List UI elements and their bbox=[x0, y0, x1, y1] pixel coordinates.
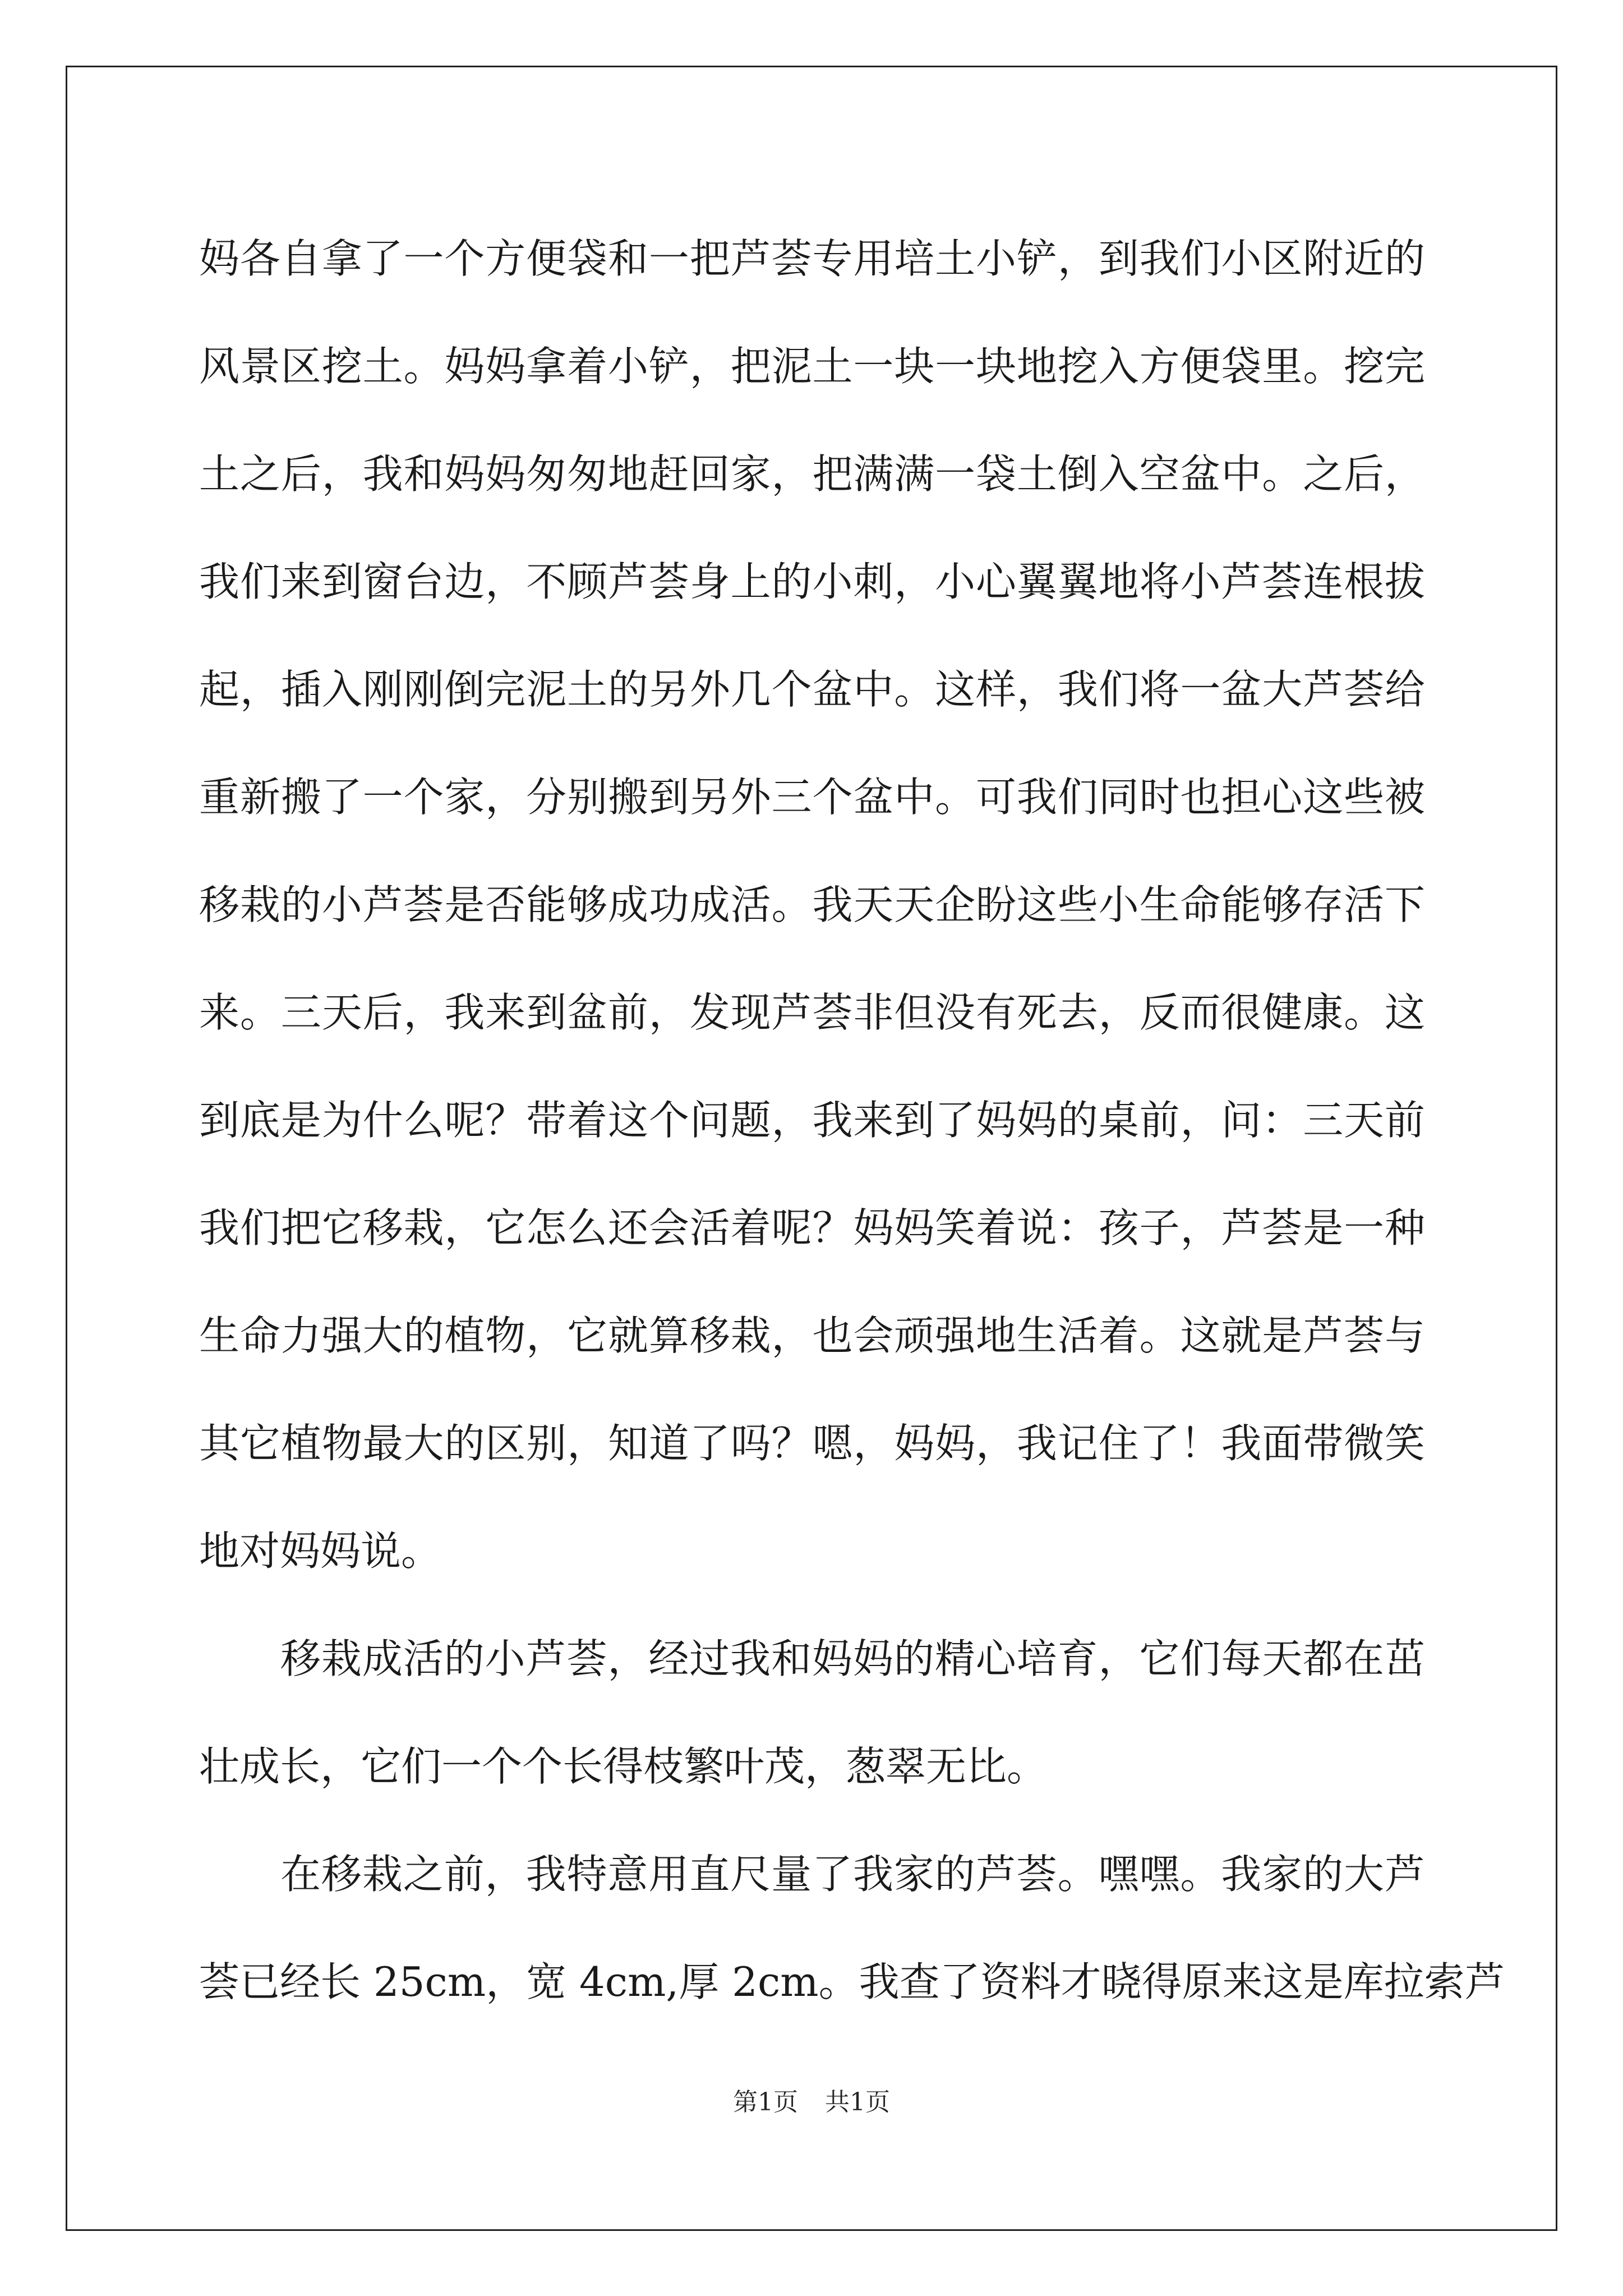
text-line: 到底是为什么呢？带着这个问题，我来到了妈妈的桌前，问：三天前 bbox=[199, 1097, 1425, 1144]
page-footer bbox=[0, 2086, 1623, 2119]
text-line: 重新搬了一个家，分别搬到另外三个盆中。可我们同时也担心这些被 bbox=[199, 774, 1425, 821]
text-line: 我们来到窗台边，不顾芦荟身上的小刺，小心翼翼地将小芦荟连根拔 bbox=[199, 558, 1425, 605]
text-line: 地对妈妈说。 bbox=[199, 1527, 442, 1575]
text-line: 在移栽之前，我特意用直尺量了我家的芦荟。嘿嘿。我家的大芦 bbox=[280, 1851, 1425, 1898]
text-line: 荟已经长 25cm，宽 4cm,厚 2cm。我查了资料才晓得原来这是库拉索芦 bbox=[199, 1958, 1505, 2005]
text-line: 风景区挖土。妈妈拿着小铲，把泥土一块一块地挖入方便袋里。挖完 bbox=[199, 343, 1425, 390]
text-line: 我们把它移栽，它怎么还会活着呢？妈妈笑着说：孩子，芦荟是一种 bbox=[199, 1204, 1425, 1251]
text-line: 来。三天后，我来到盆前，发现芦荟非但没有死去，反而很健康。这 bbox=[199, 989, 1425, 1036]
text-line: 生命力强大的植物，它就算移栽，也会顽强地生活着。这就是芦荟与 bbox=[199, 1312, 1425, 1359]
page-total: 共1页 bbox=[825, 2088, 890, 2116]
text-line: 移栽成活的小芦荟，经过我和妈妈的精心培育，它们每天都在茁 bbox=[280, 1635, 1425, 1682]
text-line: 移栽的小芦荟是否能够成功成活。我天天企盼这些小生命能够存活下 bbox=[199, 881, 1425, 928]
text-line: 壮成长，它们一个个长得枝繁叶茂，葱翠无比。 bbox=[199, 1743, 1048, 1790]
text-line: 其它植物最大的区别，知道了吗？嗯，妈妈，我记住了！我面带微笑 bbox=[199, 1420, 1425, 1467]
text-line: 起，插入刚刚倒完泥土的另外几个盆中。这样，我们将一盆大芦荟给 bbox=[199, 666, 1425, 713]
text-line: 妈各自拿了一个方便袋和一把芦荟专用培土小铲，到我们小区附近的 bbox=[199, 235, 1425, 282]
text-line: 土之后，我和妈妈匆匆地赶回家，把满满一袋土倒入空盆中。之后， bbox=[199, 450, 1425, 498]
body-text bbox=[199, 205, 1505, 2036]
page-number: 第1页 bbox=[733, 2088, 798, 2116]
